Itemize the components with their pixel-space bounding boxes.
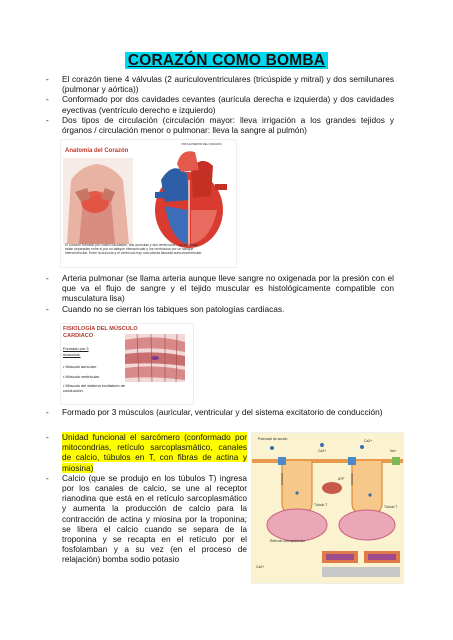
diagram-label: Ca2+ [364, 439, 373, 443]
list-item: - Cuando no se cierran los tabiques son patologías cardiacas. [62, 304, 394, 314]
artery-bullet-list [62, 273, 394, 314]
figure-item: • Músculo auricular. [63, 364, 97, 369]
highlighted-text: Unidad funcional el sarcómero (conformado por mitocondrias, retículo sarcoplasmático, canales de calcio, túbulos en T, con fibras de actina y miosina) [62, 432, 247, 473]
diagram-label: Túbulo T [314, 503, 328, 507]
diagram-label: Potencial de acción [258, 437, 288, 441]
list-item: - Formado por 3 músculos (auricular, ventricular y del sistema excitatorio de conducción) [62, 407, 394, 417]
heart-anatomy-figure [61, 140, 236, 267]
diagram-label: ATP [338, 477, 345, 481]
figure-item: • Músculo del sistema excitatorio de conducción. [63, 383, 125, 393]
muscle-fiber-illustration [125, 334, 185, 382]
figure-heading: Anatomía del Corazón [65, 148, 129, 154]
calcium-mechanism-diagram [252, 433, 403, 583]
diagram-label: Retículo sarcoplásmico [270, 539, 306, 543]
figure-item: • Músculo ventricular. [63, 374, 100, 379]
page-title-text: CORAZÓN COMO BOMBA [125, 52, 328, 69]
calcium-bullet-list [62, 432, 247, 565]
list-item [62, 432, 247, 473]
intro-bullet-list [62, 74, 394, 135]
excitation-contraction-figure [252, 433, 403, 583]
figure-heading-line1: FISIOLOGÍA DEL MÚSCULO [63, 326, 138, 332]
diagram-label: Na+ [390, 449, 397, 453]
diagram-label: Ca2+ [256, 565, 265, 569]
figure-corner-label: VISTA ANTERIOR DEL CORAZÓN [181, 143, 222, 146]
figure-intro-line1: Formado por 3 [63, 346, 89, 351]
list-item: - Conformado por dos cavidades cevantes (aurícula derecha e izquierda) y dos cavidades eyectivas (ventrículo derecho e izquierdo) [62, 94, 394, 114]
muscle-bullet-list [62, 407, 394, 417]
figure-caption: El corazón formado por cuatro cavidades, dos aurículas y dos ventrículos. Las aurículas están separadas entre sí por un tabique interauricular y los ventrículos por un tabique interventricular. Entre la aurícula y el ventrículo hay una válvula llamada auriculoventricular. [65, 243, 203, 256]
diagram-label: Túbulo T [384, 505, 398, 509]
cardiac-muscle-figure [61, 324, 193, 404]
figure-heading-line2: CARDIACO [63, 333, 94, 339]
list-item: - Arteria pulmonar (se llama arteria aunque lleve sangre no oxigenada por la presión con el que va el flujo de sangre y el tejido muscular es histológicamente compatible con musculatura lisa) [62, 273, 394, 304]
list-item: - El corazón tiene 4 válvulas (2 auriculoventriculares (tricúspide y mitral) y dos semilunares (pulmonar y aórtica)) [62, 74, 394, 94]
figure-intro-line2: músculos: [63, 352, 81, 357]
list-item: - Dos tipos de circulación (circulación mayor: lleva irrigación a los grandes tejidos y órganos / circulación menor o pulmonar: lleva la sangre al pulmón) [62, 115, 394, 135]
list-item: - Calcio (que se produjo en los túbulos T) ingresa por los canales de calcio, se une al receptor rianodina que está en el retículo sarcoplasmático y aumenta la producción de calcio para la contracción de actina y miosina por la troponina; se libera el calcio cuando se separa de la troponina y se recapta en el retículo por el fosfolamban y a su vez (en el proceso de relajación) bomba sodio potasio [62, 473, 247, 565]
page-title [0, 52, 453, 70]
diagram-label: Ca2+ [318, 449, 327, 453]
